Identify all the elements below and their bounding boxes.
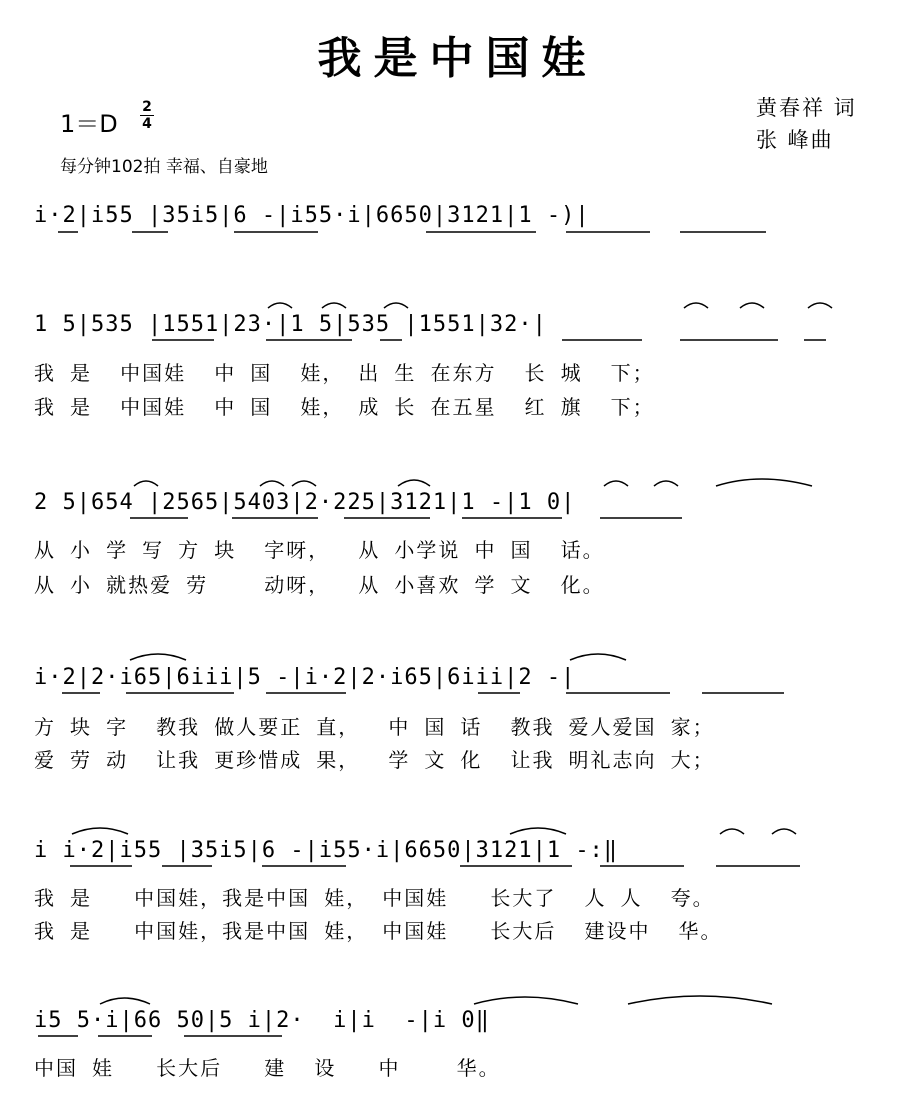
slur — [720, 829, 744, 834]
slur — [398, 480, 430, 486]
score-line-intro: i·2|i55 |35i5|6 -|i55·i|6650|3121|1 -)| — [34, 203, 590, 228]
slur — [510, 828, 566, 834]
slur — [134, 481, 158, 486]
slur — [654, 481, 678, 486]
lyric-line-2-verse-1: 从 小 学 写 方 块 字呀， 从 小学说 中 国 话。 — [34, 538, 605, 562]
slur — [130, 654, 186, 660]
slur — [628, 996, 772, 1004]
time-signature-unit: 4 — [142, 116, 152, 132]
lyric-line-4-verse-2: 我 是 中国娃，我是中国 娃， 中国娃 长大后 建设中 华。 — [34, 919, 723, 943]
composer-credit: 张 峰曲 — [756, 128, 834, 152]
lyric-line-1-verse-1: 我 是 中国娃 中 国 娃， 出 生 在东方 长 城 下； — [34, 361, 655, 385]
lyric-line-3-verse-1: 方 块 字 教我 做人要正 直， 中 国 话 教我 爱人爱国 家； — [34, 715, 715, 739]
slur — [322, 303, 346, 308]
score-line-1: 1 5|535 |1551|23·|1 5|535 |1551|32·| — [34, 312, 547, 337]
slur — [684, 303, 708, 308]
lyric-line-1-verse-2: 我 是 中国娃 中 国 娃， 成 长 在五星 红 旗 下； — [34, 395, 655, 419]
slur — [716, 479, 812, 486]
slur — [260, 481, 284, 486]
slur — [72, 828, 128, 834]
slur — [384, 303, 408, 308]
time-signature-beats: 2 — [142, 99, 152, 115]
score-line-4: i i·2|i55 |35i5|6 -|i55·i|6650|3121|1 -:‖ — [34, 838, 619, 863]
slur — [570, 654, 626, 660]
lyric-line-4-verse-1: 我 是 中国娃，我是中国 娃， 中国娃 长大了 人 人 夸。 — [34, 886, 715, 910]
slur — [740, 303, 764, 308]
lyric-line-3-verse-2: 爱 劳 动 让我 更珍惜成 果， 学 文 化 让我 明礼志向 大； — [34, 748, 715, 772]
slur — [772, 829, 796, 834]
score-line-coda: i5 5·i|66 50|5 i|2· i|i -|i 0‖ — [34, 1008, 490, 1033]
score-line-2: 2 5|654 |2565|5403|2·225|3121|1 -|1 0| — [34, 490, 576, 515]
score-line-3: i·2|2·i65|6iii|5 -|i·2|2·i65|6iii|2 -| — [34, 665, 576, 690]
key-signature: 1＝D — [60, 110, 118, 138]
slur — [474, 997, 578, 1004]
slur — [100, 998, 150, 1004]
slur — [268, 303, 292, 308]
slur — [808, 303, 832, 308]
slur — [604, 481, 628, 486]
slur — [292, 481, 316, 486]
lyric-line-2-verse-2: 从 小 就热爱 劳 动呀， 从 小喜欢 学 文 化。 — [34, 573, 605, 597]
tempo-marking: 每分钟102拍 幸福、自豪地 — [60, 157, 268, 177]
song-title: 我是中国娃 — [317, 33, 598, 84]
lyric-line-coda: 中国 娃 长大后 建 设 中 华。 — [34, 1056, 501, 1080]
lyricist-credit: 黄春祥 词 — [756, 96, 857, 120]
